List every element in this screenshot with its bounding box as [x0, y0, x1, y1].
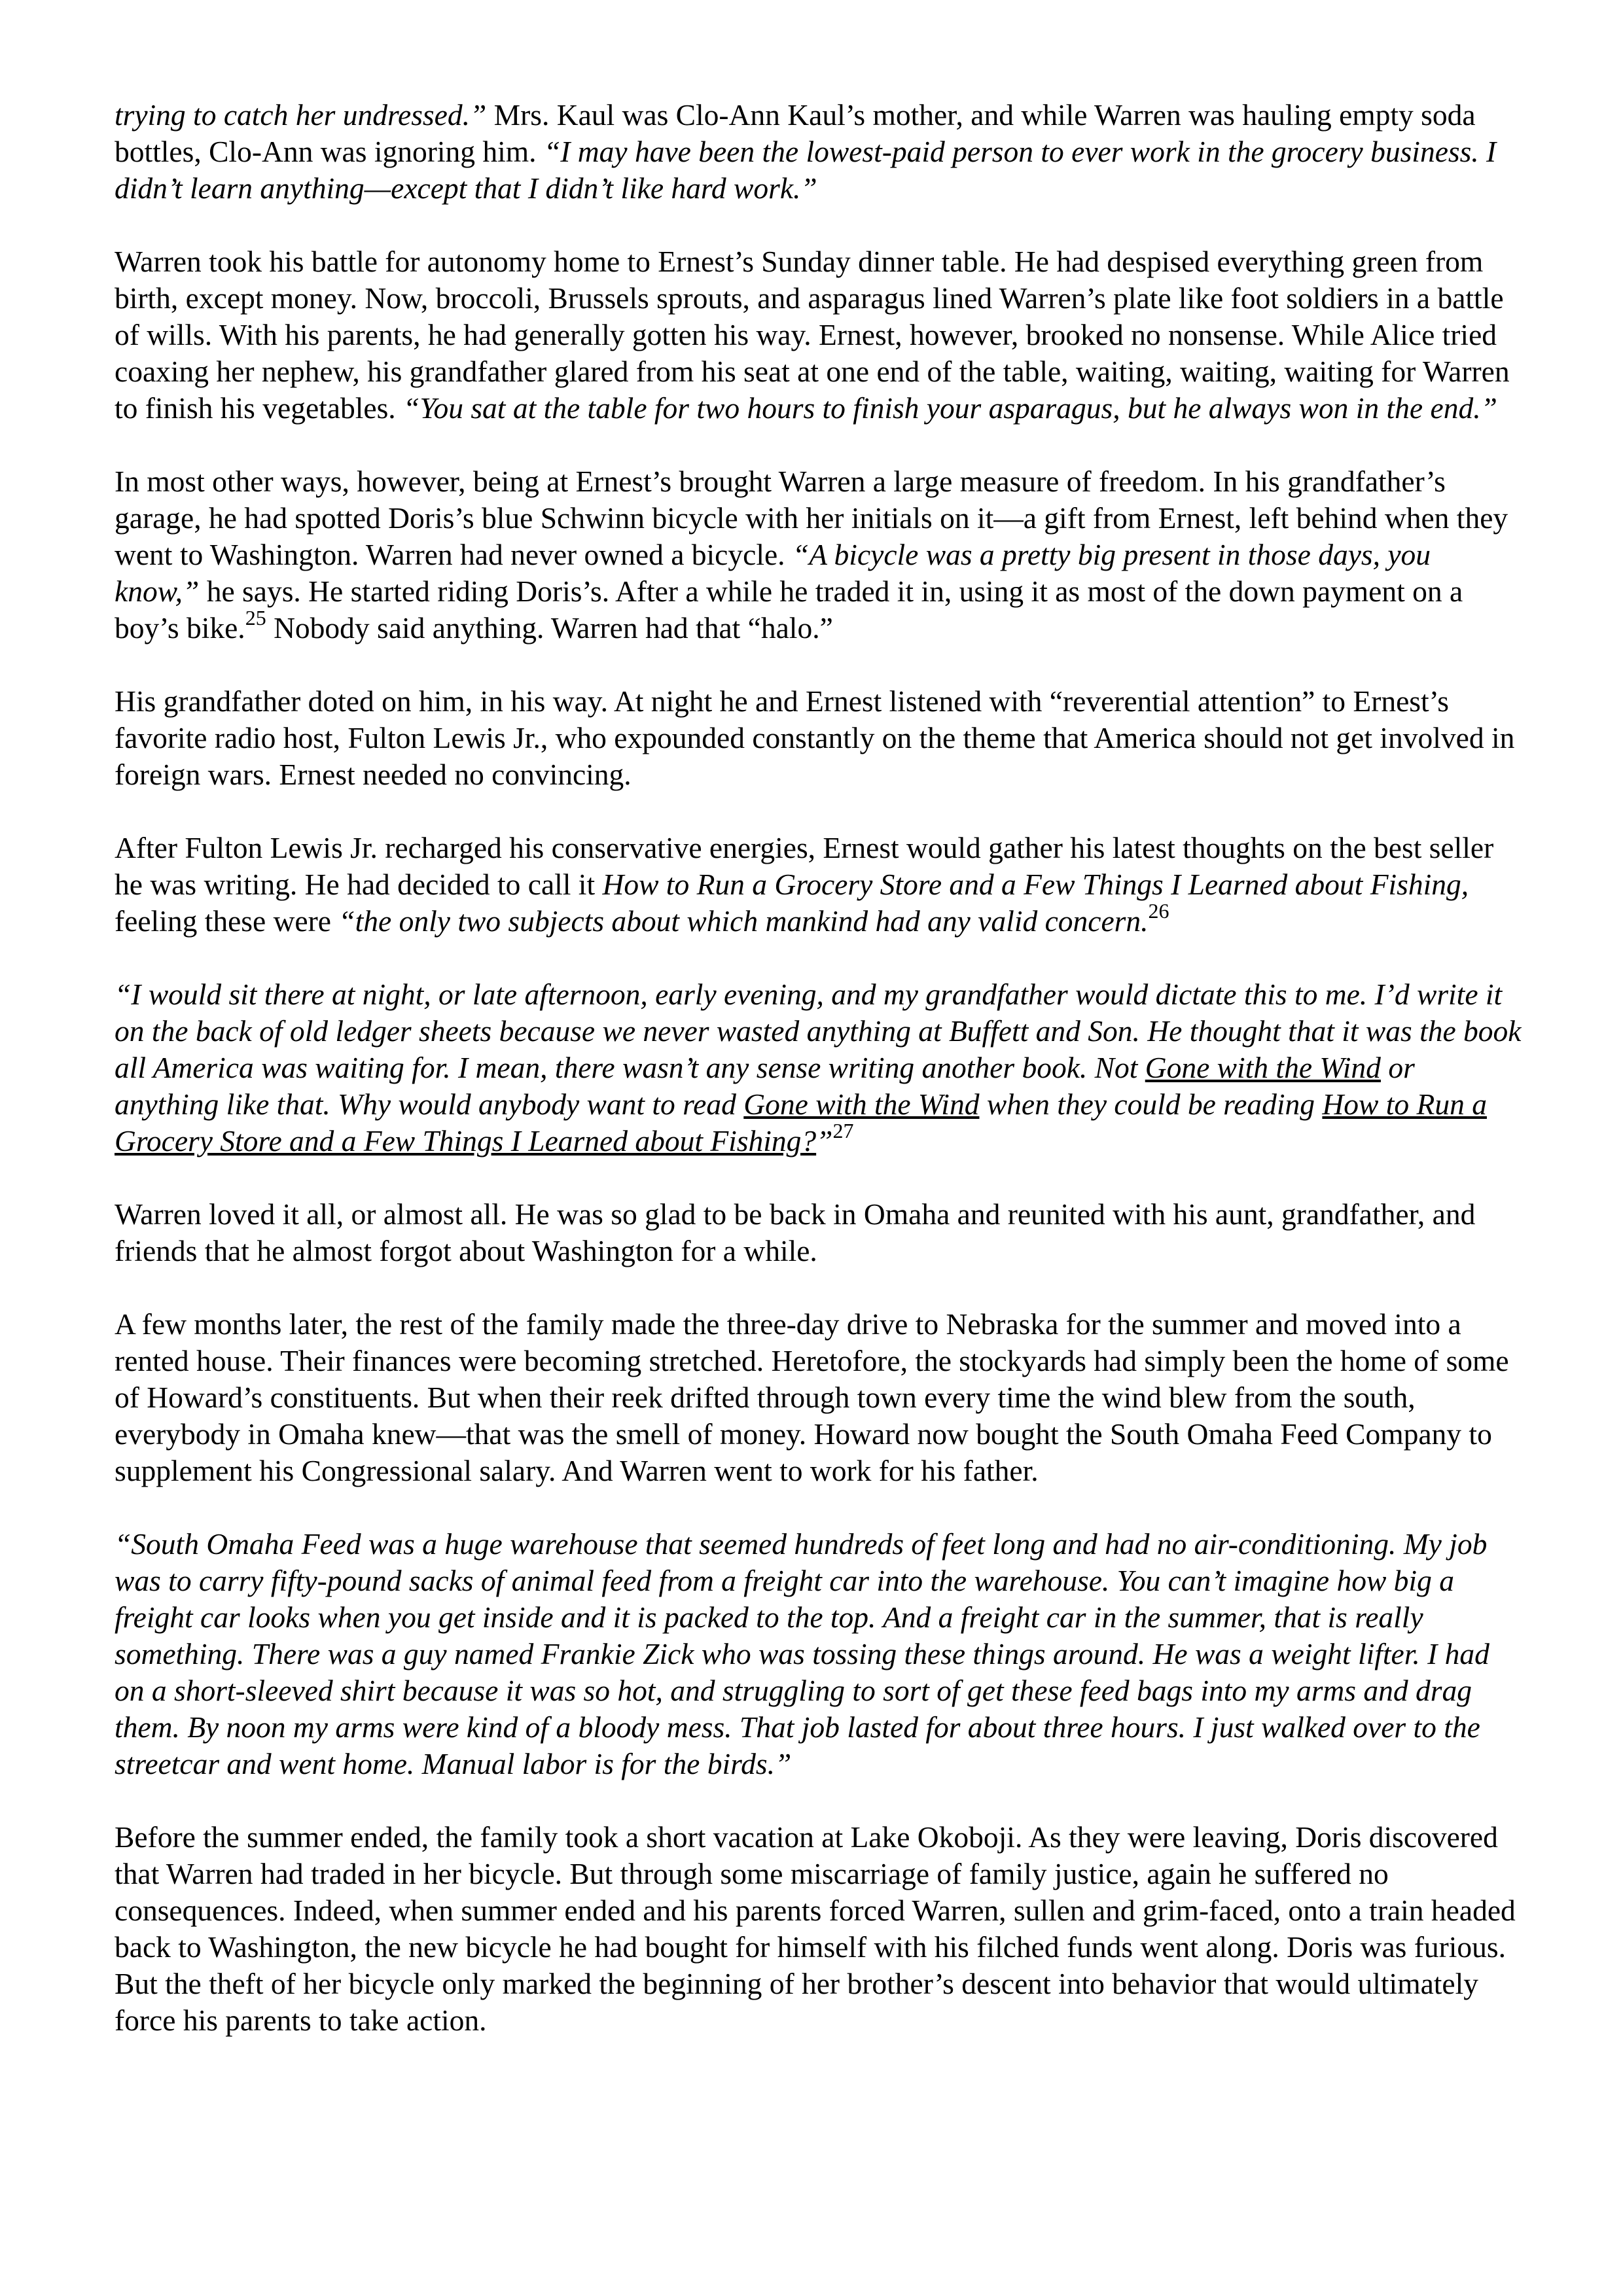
text-run: “You sat at the table for two hours to finish your asparagus, but he always won in the end.” [403, 391, 1497, 425]
paragraph-3 [115, 463, 1522, 646]
book-title: How to Run a Grocery Store and a Few Things I Learned about Fishing? [115, 1087, 1487, 1157]
text-run: or anything like that. Why would anybody want to read [115, 1051, 1415, 1121]
text-run: After Fulton Lewis Jr. recharged his conservative energies, Ernest would gather his latest thoughts on the best seller he was writing. He had decided to call it [115, 831, 1494, 901]
paragraph-8 [115, 1306, 1522, 1489]
paragraph-2 [115, 243, 1522, 427]
text-run: “I may have been the lowest-paid person to ever work in the grocery business. I didn’t learn anything—except that I didn’t like hard work.” [115, 135, 1497, 205]
paragraph-9-quote [115, 1526, 1522, 1782]
text-run: How to Run a Grocery Store and a Few Things I Learned about Fishing, [602, 868, 1469, 901]
text-run: “A bicycle was a pretty big present in those days, you know,” [115, 538, 1431, 608]
paragraph-1 [115, 97, 1522, 207]
footnote-marker: 26 [1148, 898, 1169, 923]
paragraph-7 [115, 1196, 1522, 1269]
text-run: A few months later, the rest of the family made the three-day drive to Nebraska for the summer and moved into a rented house. Their finances were becoming stretched. Heretofore, the stockyards had simply been the home of some of Howard’s constituents. But when their reek drifted through town every time the wind blew from the south, everybody in Omaha knew—that was the smell of money. Howard now bought the South Omaha Feed Company to supplement his Congressional salary. And Warren went to work for his father. [115, 1307, 1509, 1487]
text-run: he says. He started riding Doris’s. After a while he traded it in, using it as most of the down payment on a boy’s bike. [115, 574, 1463, 645]
text-run: feeling these were [115, 904, 339, 938]
book-title: Gone with the Wind [743, 1087, 980, 1121]
text-run: “I would sit there at night, or late afternoon, early evening, and my grandfather would dictate this to me. I’d write it on the back of old ledger sheets because we never wasted anything at Buffett and Son. He thought that it was the book all America was waiting for. I mean, there wasn’t any sense writing another book. Not [115, 978, 1522, 1084]
text-run: “South Omaha Feed was a huge warehouse that seemed hundreds of feet long and had no air-conditioning. My job was to carry fifty-pound sacks of animal feed from a freight car into the warehouse. You can’t imagine how big a freight car looks when you get inside and it is packed to the top. And a freight car in the summer, that is really something. There was a guy named Frankie Zick who was tossing these things around. He was a weight lifter. I had on a short-sleeved shirt because it was so hot, and struggling to sort of get these feed bags into my arms and drag them. By noon my arms were kind of a bloody mess. That job lasted for about three hours. I just walked over to the streetcar and went home. Manual labor is for the birds.” [115, 1527, 1489, 1780]
paragraph-4 [115, 683, 1522, 793]
text-run: His grandfather doted on him, in his way. At night he and Ernest listened with “reverential attention” to Ernest’s favorite radio host, Fulton Lewis Jr., who expounded constantly on the theme that America should not get involved in foreign wars. Ernest needed no convincing. [115, 684, 1515, 791]
footnote-marker: 27 [832, 1118, 854, 1142]
text-run: trying to catch her undressed.” [115, 98, 487, 132]
paragraph-6-quote [115, 976, 1522, 1159]
paragraph-10 [115, 1819, 1522, 2039]
text-run: Mrs. Kaul was Clo-Ann Kaul’s mother, and while Warren was hauling empty soda bottles, Clo-Ann was ignoring him. [115, 98, 1476, 168]
text-run: In most other ways, however, being at Ernest’s brought Warren a large measure of freedom. In his grandfather’s garage, he had spotted Doris’s blue Schwinn bicycle with her initials on it—a gift from Ernest, left behind when they went to Washington. Warren had never owned a bicycle. [115, 465, 1508, 571]
footnote-marker: 25 [245, 605, 266, 629]
text-run: when they could be reading [979, 1087, 1323, 1121]
text-run: Warren loved it all, or almost all. He was so glad to be back in Omaha and reunited with his aunt, grandfather, and friends that he almost forgot about Washington for a while. [115, 1197, 1476, 1267]
text-run: “the only two subjects about which mankind had any valid concern. [338, 904, 1149, 938]
text-run: Warren took his battle for autonomy home to Ernest’s Sunday dinner table. He had despised everything green from birth, except money. Now, broccoli, Brussels sprouts, and asparagus lined Warren’s plate like foot soldiers in a battle of wills. With his parents, he had generally gotten his way. Ernest, however, brooked no nonsense. While Alice tried coaxing her nephew, his grandfather glared from his seat at one end of the table, waiting, waiting, waiting for Warren to finish his vegetables. [115, 245, 1510, 425]
book-title: Gone with the Wind [1145, 1051, 1381, 1084]
text-run: ” [816, 1124, 833, 1157]
document-page [115, 97, 1522, 2039]
text-run: Nobody said anything. Warren had that “halo.” [266, 611, 833, 645]
text-run: Before the summer ended, the family took a short vacation at Lake Okoboji. As they were leaving, Doris discovered that Warren had traded in her bicycle. But through some miscarriage of family justice, again he suffered no consequences. Indeed, when summer ended and his parents forced Warren, sullen and grim-faced, onto a train headed back to Washington, the new bicycle he had bought for himself with his filched funds went along. Doris was furious. But the theft of her bicycle only marked the beginning of her brother’s descent into behavior that would ultimately force his parents to take action. [115, 1820, 1516, 2037]
paragraph-5 [115, 830, 1522, 940]
